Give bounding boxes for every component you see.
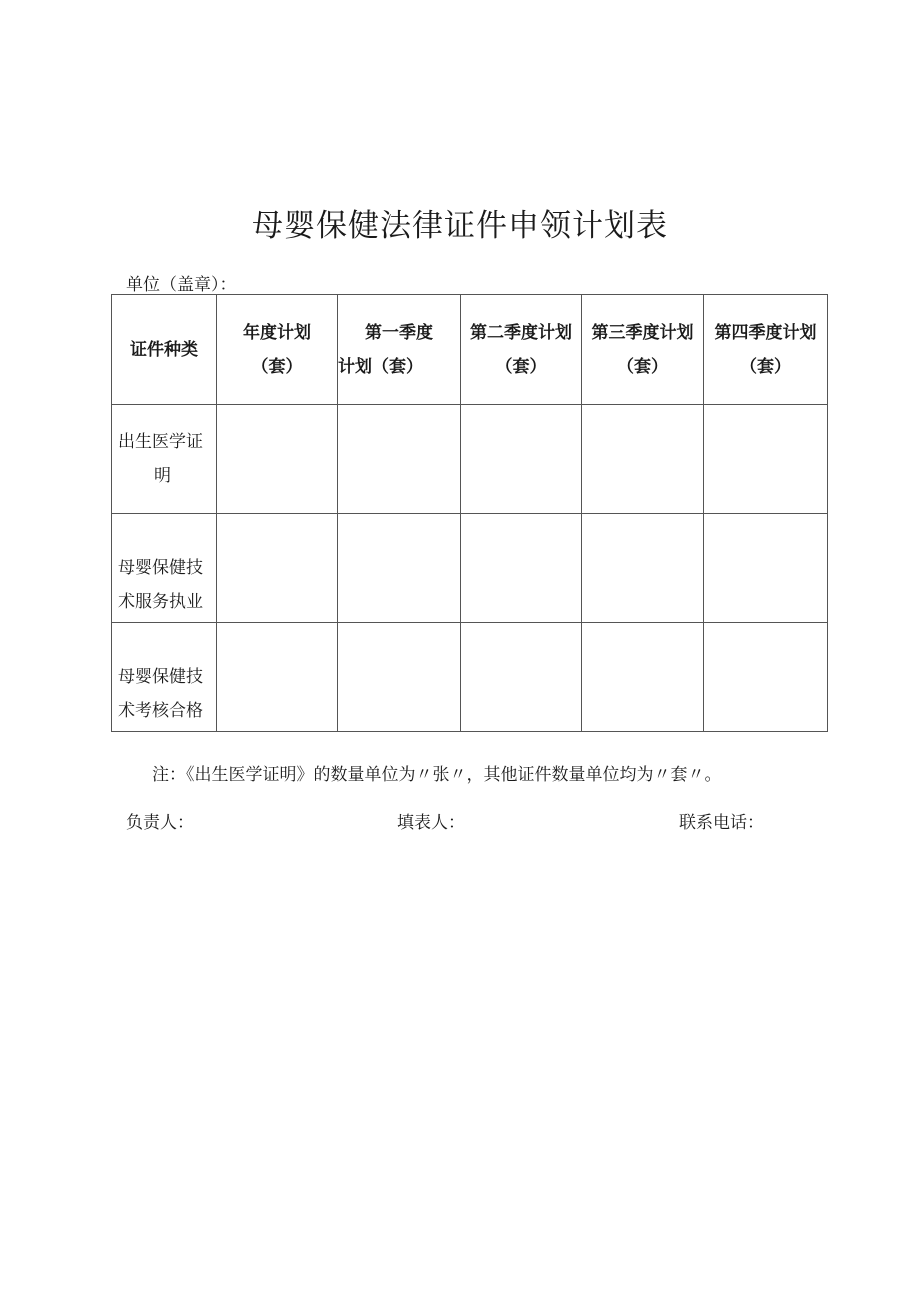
row-label-birth-certificate: 出生医学证 明 [112, 405, 217, 514]
cell-annual[interactable] [217, 405, 338, 514]
cell-q2[interactable] [461, 405, 582, 514]
cell-annual[interactable] [217, 623, 338, 732]
form-filler-label: 填表人： [397, 813, 465, 833]
cell-q1[interactable] [338, 514, 461, 623]
page-title: 母婴保健法律证件申领计划表 [252, 208, 668, 244]
table-row [112, 405, 828, 514]
row-label-practice-license: 母婴保健技 术服务执业 [112, 514, 217, 623]
responsible-person-label: 负责人： [126, 813, 194, 833]
unit-stamp-label: 单位（盖章）： [126, 275, 237, 295]
row-label-exam-certificate: 母婴保健技 术考核合格 [112, 623, 217, 732]
contact-phone-label: 联系电话： [679, 813, 764, 833]
cell-q2[interactable] [461, 514, 582, 623]
cell-q2[interactable] [461, 623, 582, 732]
cell-q4[interactable] [704, 514, 828, 623]
header-q1-plan: 第一季度 计划（套） [338, 295, 461, 405]
cell-q4[interactable] [704, 623, 828, 732]
cell-q3[interactable] [582, 514, 704, 623]
table-row [112, 514, 828, 623]
table-row [112, 623, 828, 732]
cell-q3[interactable] [582, 623, 704, 732]
header-certificate-type: 证件种类 [112, 295, 217, 405]
cell-q3[interactable] [582, 405, 704, 514]
header-q3-plan: 第三季度计划 （套） [582, 295, 704, 405]
header-q2-plan: 第二季度计划 （套） [461, 295, 582, 405]
plan-table [111, 294, 828, 732]
cell-q1[interactable] [338, 405, 461, 514]
cell-annual[interactable] [217, 514, 338, 623]
table-header-row [112, 295, 828, 405]
header-annual-plan: 年度计划 （套） [217, 295, 338, 405]
footnote: 注：《出生医学证明》的数量单位为〃张〃，其他证件数量单位均为〃套〃。 [152, 765, 722, 785]
cell-q4[interactable] [704, 405, 828, 514]
header-q4-plan: 第四季度计划 （套） [704, 295, 828, 405]
cell-q1[interactable] [338, 623, 461, 732]
